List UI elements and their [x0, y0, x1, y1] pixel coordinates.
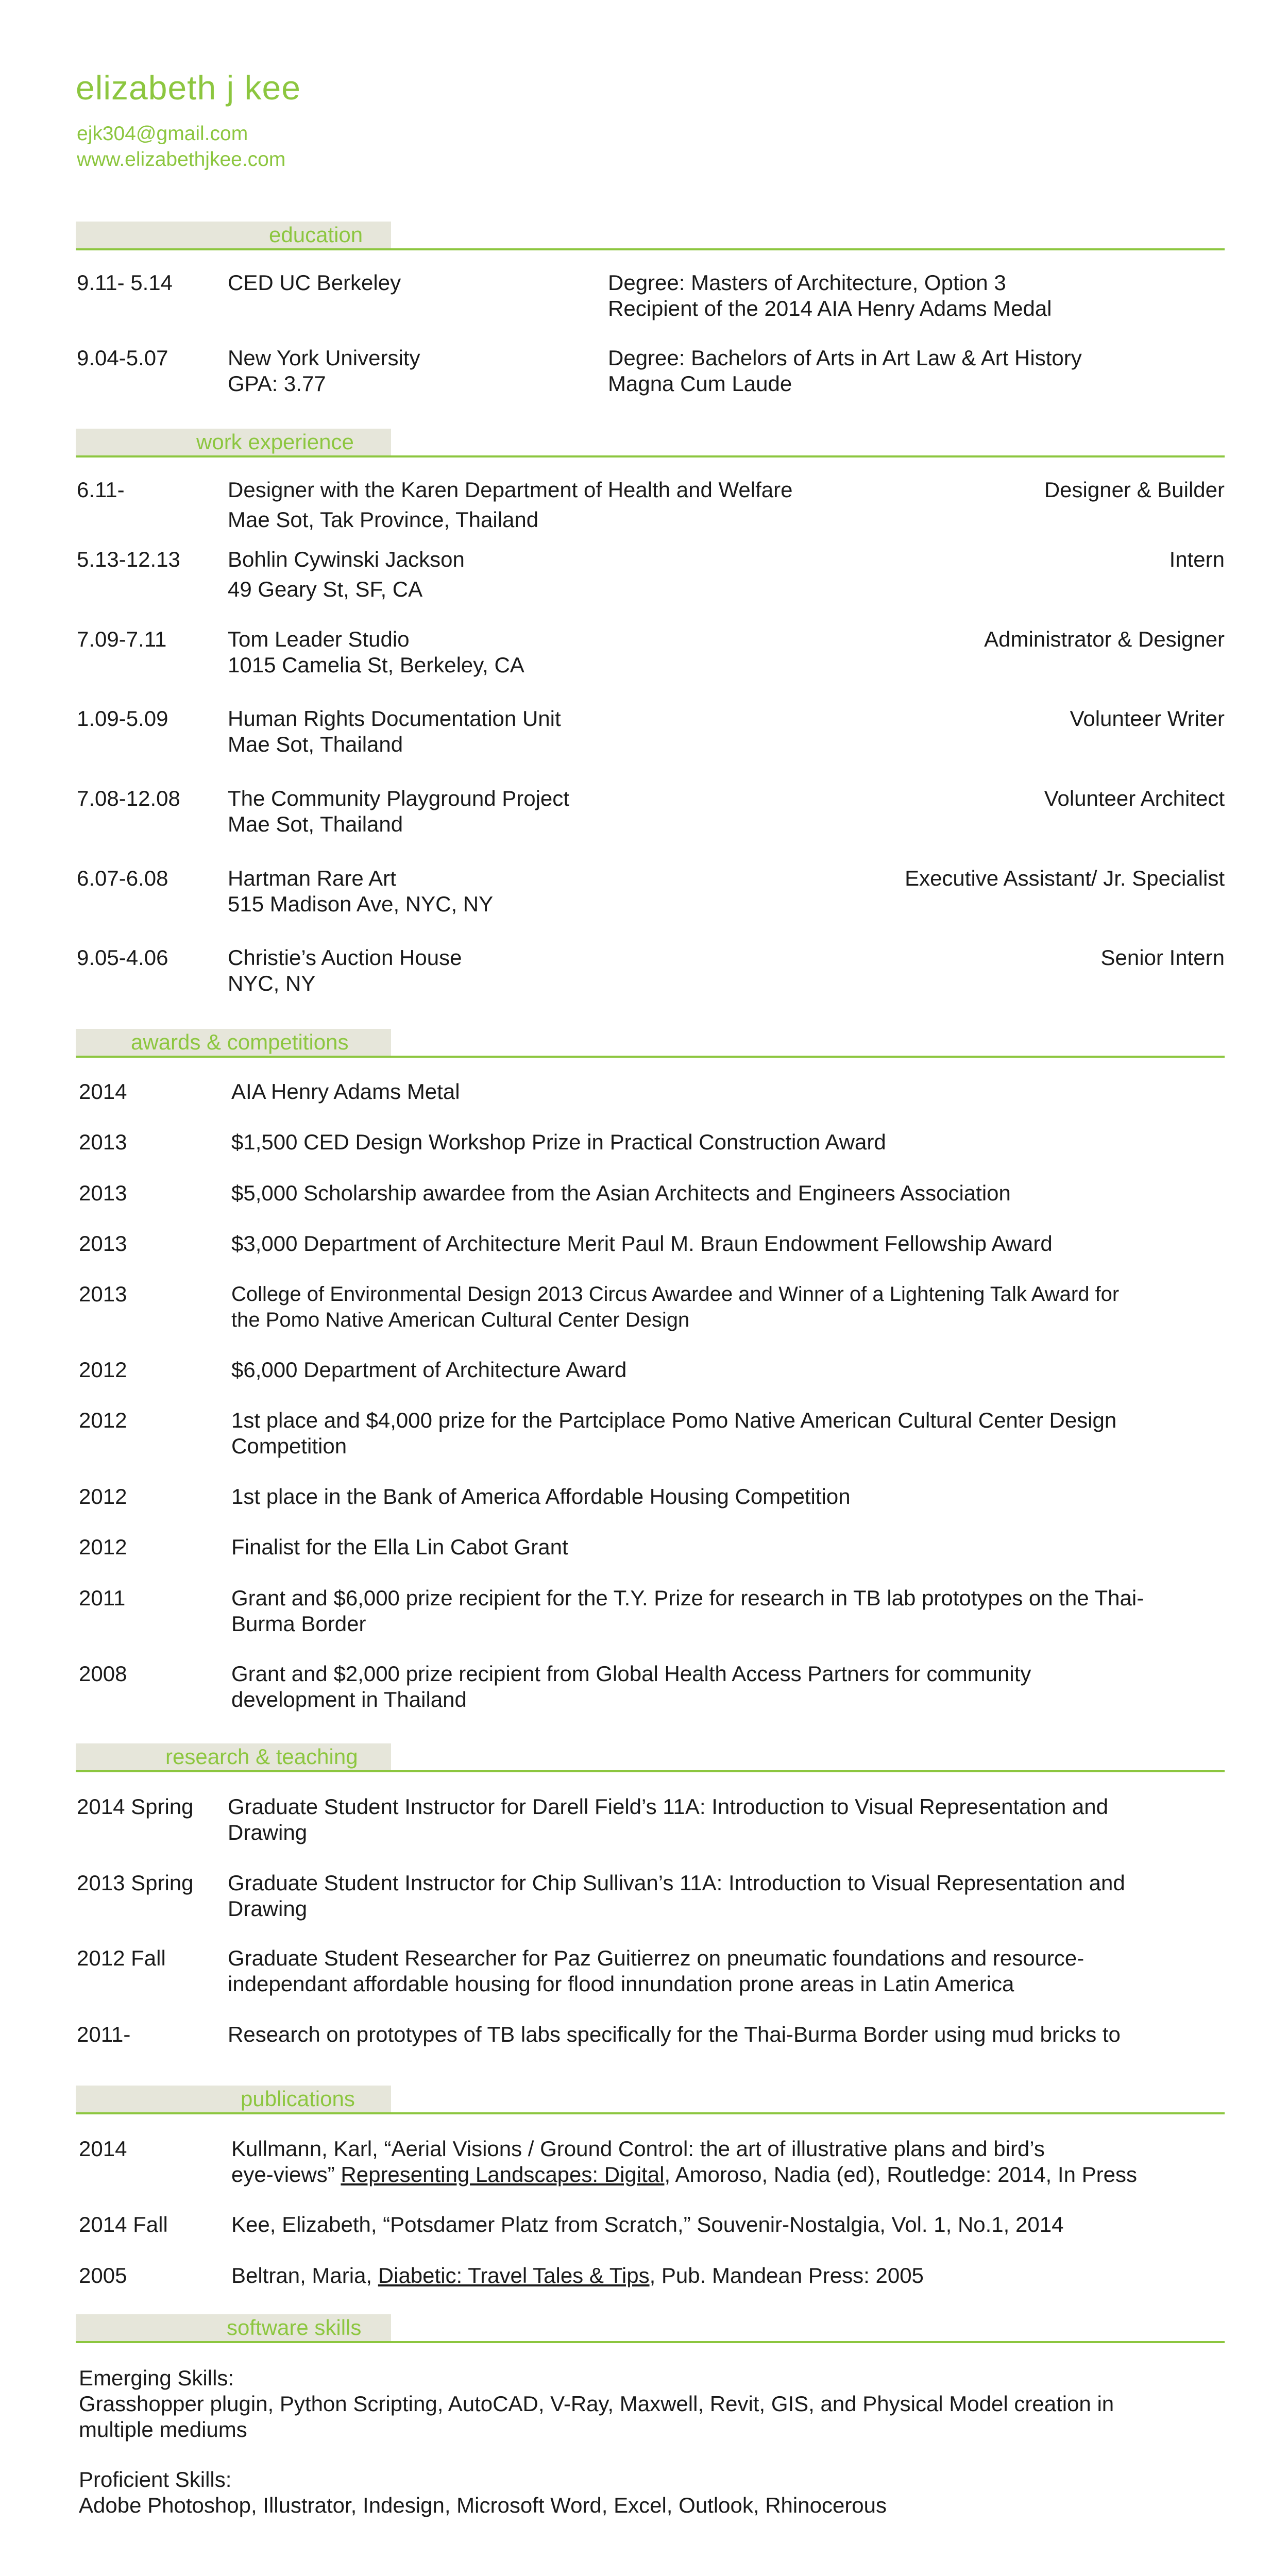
- award-year: 2008: [79, 1662, 127, 1686]
- research-description: Graduate Student Instructor for Darell Field’s 11A: Introduction to Visual Representation and: [228, 1794, 1108, 1819]
- entry-school: CED UC Berkeley: [228, 270, 401, 295]
- award-description: 1st place and $4,000 prize for the Partciplace Pomo Native American Cultural Center Design: [231, 1408, 1117, 1432]
- entry-location: NYC, NY: [228, 971, 316, 995]
- section-header-awards: [76, 1029, 1225, 1061]
- entry-organization: Human Rights Documentation Unit: [228, 706, 561, 731]
- award-description: Grant and $2,000 prize recipient from Global Health Access Partners for community: [231, 1662, 1031, 1686]
- entry-role: Intern: [1169, 547, 1225, 571]
- skills-list: Grasshopper plugin, Python Scripting, AutoCAD, V-Ray, Maxwell, Revit, GIS, and Physical Model creation in: [79, 2392, 1114, 2416]
- award-year: 2014: [79, 1079, 127, 1104]
- section-divider: [76, 455, 1225, 457]
- publication-title-link[interactable]: Representing Landscapes: Digital: [341, 2162, 665, 2187]
- publication-year: 2005: [79, 2263, 127, 2287]
- award-year: 2012: [79, 1484, 127, 1509]
- resume-name: elizabeth j kee: [76, 69, 301, 107]
- skills-label: Proficient Skills:: [79, 2467, 232, 2492]
- entry-organization: Hartman Rare Art: [228, 866, 396, 890]
- award-year: 2011: [79, 1586, 126, 1610]
- section-header-work-experience: [76, 429, 1225, 461]
- award-description: $6,000 Department of Architecture Award: [231, 1358, 627, 1382]
- citation-text: , Pub. Mandean Press: 2005: [649, 2263, 924, 2287]
- section-title: work experience: [196, 430, 354, 454]
- award-description: 1st place in the Bank of America Affordable Housing Competition: [231, 1484, 851, 1509]
- entry-location: Mae Sot, Thailand: [228, 732, 403, 756]
- section-divider: [76, 1056, 1225, 1058]
- section-header-research-teaching: [76, 1743, 1225, 1775]
- award-description: College of Environmental Design 2013 Circus Awardee and Winner of a Lightening Talk Award for: [231, 1283, 1120, 1306]
- entry-location: 49 Geary St, SF, CA: [228, 577, 423, 601]
- section-title: education: [269, 223, 363, 247]
- publication-year: 2014 Fall: [79, 2212, 168, 2236]
- publication-title-link[interactable]: Diabetic: Travel Tales & Tips: [378, 2263, 650, 2287]
- section-header-education: [76, 222, 1225, 253]
- entry-date: 9.04-5.07: [77, 346, 168, 370]
- research-description: Graduate Student Researcher for Paz Guitierrez on pneumatic foundations and resource-: [228, 1946, 1084, 1970]
- entry-organization: The Community Playground Project: [228, 786, 569, 810]
- research-description: Research on prototypes of TB labs specifically for the Thai-Burma Border using mud bricks to: [228, 2022, 1121, 2046]
- citation-text: eye-views”: [231, 2162, 341, 2187]
- award-description: Grant and $6,000 prize recipient for the T.Y. Prize for research in TB lab prototypes on the Thai-: [231, 1586, 1144, 1610]
- research-description: Drawing: [228, 1896, 308, 1921]
- publication-citation: Kee, Elizabeth, “Potsdamer Platz from Scratch,” Souvenir-Nostalgia, Vol. 1, No.1, 2014: [231, 2212, 1064, 2236]
- research-term: 2012 Fall: [77, 1946, 166, 1970]
- entry-date: 9.05-4.06: [77, 945, 168, 970]
- publication-citation: Kullmann, Karl, “Aerial Visions / Ground Control: the art of illustrative plans and bird’s: [231, 2137, 1045, 2161]
- award-year: 2013: [79, 1130, 127, 1154]
- entry-date: 9.11- 5.14: [77, 270, 173, 295]
- entry-role: Senior Intern: [1100, 945, 1225, 970]
- section-title: publications: [241, 2087, 355, 2111]
- section-title: software skills: [227, 2315, 362, 2340]
- entry-location: Mae Sot, Tak Province, Thailand: [228, 507, 539, 532]
- citation-text: , Amoroso, Nadia (ed), Routledge: 2014, In Press: [664, 2162, 1137, 2187]
- entry-gpa: GPA: 3.77: [228, 371, 326, 396]
- section-header-publications: [76, 2086, 1225, 2117]
- website-link[interactable]: www.elizabethjkee.com: [77, 148, 286, 171]
- entry-location: Mae Sot, Thailand: [228, 812, 403, 836]
- research-term: 2013 Spring: [77, 1871, 194, 1895]
- entry-role: Executive Assistant/ Jr. Specialist: [905, 866, 1225, 890]
- research-term: 2011-: [77, 2022, 131, 2046]
- section-divider: [76, 1770, 1225, 1772]
- section-divider: [76, 2112, 1225, 2114]
- award-year: 2012: [79, 1535, 127, 1559]
- award-year: 2013: [79, 1181, 127, 1205]
- entry-date: 6.11-: [77, 478, 125, 502]
- award-year: 2012: [79, 1408, 127, 1432]
- entry-date: 7.08-12.08: [77, 786, 180, 810]
- award-description: development in Thailand: [231, 1687, 467, 1711]
- entry-date: 1.09-5.09: [77, 706, 168, 731]
- skills-label: Emerging Skills:: [79, 2366, 234, 2390]
- award-description: $3,000 Department of Architecture Merit Paul M. Braun Endowment Fellowship Award: [231, 1231, 1053, 1256]
- entry-role: Designer & Builder: [1044, 478, 1225, 502]
- award-description: $5,000 Scholarship awardee from the Asian Architects and Engineers Association: [231, 1181, 1011, 1205]
- skills-list: multiple mediums: [79, 2417, 247, 2442]
- entry-detail: Recipient of the 2014 AIA Henry Adams Medal: [608, 296, 1052, 320]
- research-description: independant affordable housing for flood innundation prone areas in Latin America: [228, 1972, 1014, 1996]
- entry-organization: Bohlin Cywinski Jackson: [228, 547, 465, 571]
- skills-list: Adobe Photoshop, Illustrator, Indesign, Microsoft Word, Excel, Outlook, Rhinocerous: [79, 2493, 887, 2517]
- award-description: $1,500 CED Design Workshop Prize in Practical Construction Award: [231, 1130, 886, 1154]
- entry-detail: Degree: Masters of Architecture, Option 3: [608, 270, 1006, 295]
- research-term: 2014 Spring: [77, 1794, 194, 1819]
- section-divider: [76, 248, 1225, 250]
- award-year: 2013: [79, 1231, 127, 1256]
- entry-detail: Degree: Bachelors of Arts in Art Law & Art History: [608, 346, 1082, 370]
- entry-role: Volunteer Writer: [1070, 706, 1225, 731]
- award-description: Competition: [231, 1434, 347, 1458]
- section-title: research & teaching: [165, 1744, 358, 1769]
- entry-organization: Christie’s Auction House: [228, 945, 462, 970]
- publication-citation: [231, 2162, 1137, 2188]
- entry-location: 515 Madison Ave, NYC, NY: [228, 892, 494, 916]
- citation-text: Beltran, Maria,: [231, 2263, 378, 2287]
- section-divider: [76, 2341, 1225, 2343]
- entry-detail: Magna Cum Laude: [608, 371, 792, 396]
- award-description: AIA Henry Adams Metal: [231, 1079, 460, 1104]
- email-link[interactable]: ejk304@gmail.com: [77, 123, 248, 145]
- publication-citation: [231, 2263, 924, 2289]
- publication-year: 2014: [79, 2137, 127, 2161]
- entry-date: 5.13-12.13: [77, 547, 180, 571]
- entry-organization: Tom Leader Studio: [228, 627, 410, 651]
- award-description: Finalist for the Ella Lin Cabot Grant: [231, 1535, 568, 1559]
- section-title: awards & competitions: [131, 1030, 349, 1054]
- entry-role: Administrator & Designer: [984, 627, 1225, 651]
- research-description: Drawing: [228, 1820, 308, 1844]
- award-description: Burma Border: [231, 1612, 366, 1636]
- entry-location: 1015 Camelia St, Berkeley, CA: [228, 653, 524, 677]
- research-description: Graduate Student Instructor for Chip Sullivan’s 11A: Introduction to Visual Representation and: [228, 1871, 1125, 1895]
- award-description: the Pomo Native American Cultural Center Design: [231, 1309, 690, 1331]
- award-year: 2012: [79, 1358, 127, 1382]
- entry-date: 6.07-6.08: [77, 866, 168, 890]
- entry-organization: Designer with the Karen Department of Health and Welfare: [228, 478, 793, 502]
- entry-school: New York University: [228, 346, 420, 370]
- award-year: 2013: [79, 1282, 127, 1306]
- entry-date: 7.09-7.11: [77, 627, 167, 651]
- section-header-software-skills: [76, 2314, 1225, 2346]
- entry-role: Volunteer Architect: [1044, 786, 1225, 810]
